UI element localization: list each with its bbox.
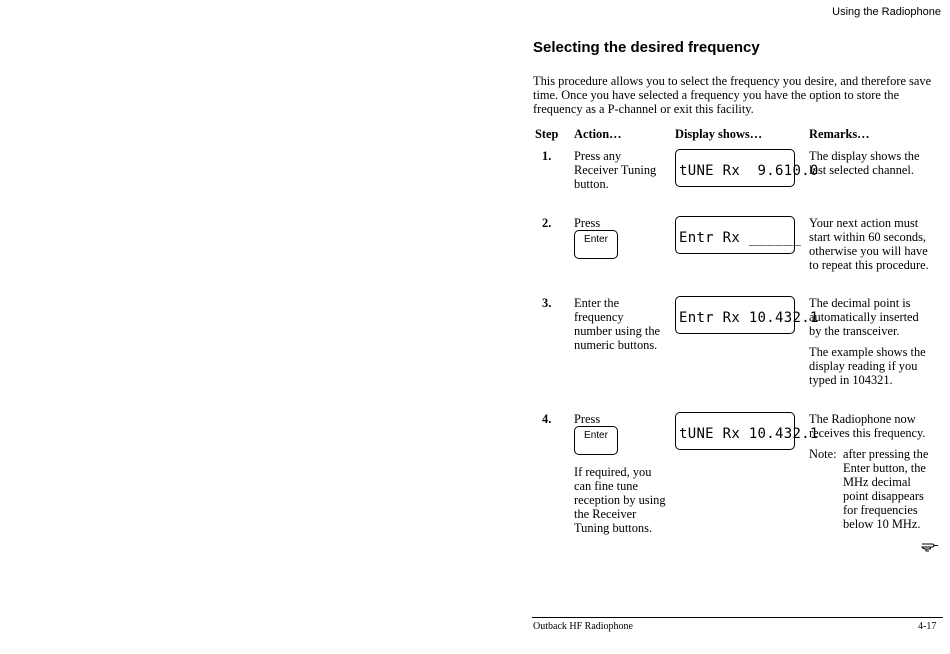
- header-remarks: Remarks…: [809, 127, 870, 141]
- enter-button-icon: Enter: [574, 230, 618, 259]
- lcd-text: tUNE Rx 9.610.0: [679, 163, 819, 179]
- lcd-display: [675, 149, 819, 187]
- step-remark: The display shows the last selected channel.: [809, 149, 920, 177]
- note-text: after pressing the Enter button, the MHz decimal point disappears for frequencies below 10 MHz.: [843, 447, 929, 531]
- step-action: Press: [574, 412, 601, 426]
- pointing-hand-icon: [921, 540, 939, 552]
- page-number: 4-17: [918, 621, 937, 632]
- step-remark-example: The example shows the display reading if you typed in 104321.: [809, 345, 926, 387]
- footer-title: Outback HF Radiophone: [533, 621, 633, 632]
- step-number: 4.: [542, 412, 552, 426]
- step-remark: Your next action must start within 60 seconds, otherwise you will have to repeat this procedure.: [809, 216, 929, 272]
- header-display: Display shows…: [675, 127, 763, 141]
- step-action: Press any Receiver Tuning button.: [574, 149, 657, 191]
- page-title: Selecting the desired frequency: [533, 39, 760, 56]
- header-step: Step: [535, 127, 559, 141]
- lcd-display: [675, 412, 819, 450]
- step-action: Press: [574, 216, 601, 230]
- step-action-followup: If required, you can fine tune reception by using the Receiver Tuning buttons.: [574, 465, 666, 535]
- step-remark: The Radiophone now receives this frequency.: [809, 412, 926, 440]
- lcd-display: [675, 296, 819, 334]
- header-action: Action…: [574, 127, 622, 141]
- enter-button-icon: Enter: [574, 426, 618, 455]
- step-action: Enter the frequency number using the numeric buttons.: [574, 296, 661, 352]
- lcd-text: tUNE Rx 10.432.1: [679, 426, 819, 442]
- lcd-text: Entr Rx ______: [679, 230, 802, 246]
- step-number: 1.: [542, 149, 552, 163]
- step-number: 2.: [542, 216, 552, 230]
- step-number: 3.: [542, 296, 552, 310]
- intro-paragraph: This procedure allows you to select the frequency you desire, and therefore save time. Once you have selected a frequency you have the option to store the frequency as a P-channel or exit this facility.: [533, 74, 932, 116]
- lcd-display: [675, 216, 802, 254]
- step-remark: The decimal point is automatically inserted by the transceiver.: [809, 296, 919, 338]
- footer-rule: [532, 617, 943, 618]
- note-label: Note:: [809, 447, 837, 461]
- lcd-text: Entr Rx 10.432.1: [679, 310, 819, 326]
- running-head: Using the Radiophone: [832, 6, 941, 18]
